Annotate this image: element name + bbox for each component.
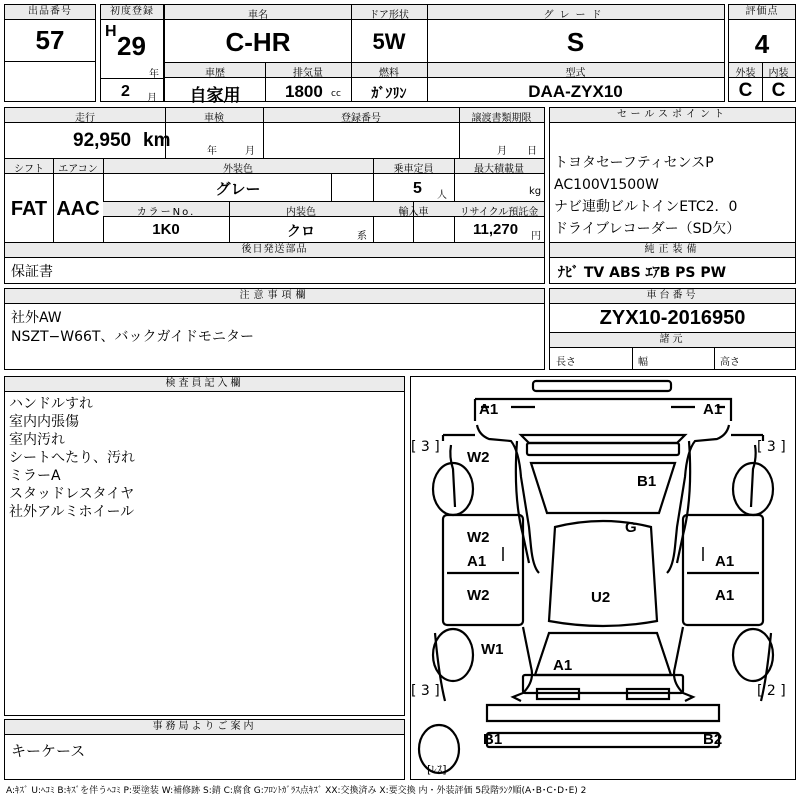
inspector-line: シートへたり、汚れ [9, 450, 135, 466]
mark-g-windshield: G [625, 519, 637, 536]
recycle-fee: 11,270 [473, 221, 519, 238]
fuel-label: 燃料 [379, 68, 399, 79]
mark-a1-rear: A1 [553, 657, 573, 674]
recycle-label: リサイクル預託金 [459, 207, 539, 218]
inspector-line: 社外アルミホイール [9, 504, 135, 520]
mark-a1-front-left: A1 [479, 401, 499, 418]
later-parts: 保証書 [11, 264, 53, 280]
lot-number-box [4, 4, 96, 102]
air-conditioner: AAC [56, 198, 100, 220]
chassis-label: 車台番号 [550, 289, 795, 304]
model: DAA-ZYX10 [528, 82, 623, 101]
lot-number-label: 出品番号 [5, 5, 95, 20]
lot-number: 57 [35, 25, 65, 55]
import-label: 輸入車 [398, 207, 429, 218]
later-parts-label: 後日発送部品 [5, 243, 544, 258]
spec-label: 諸元 [550, 333, 795, 348]
displacement-unit: cc [331, 89, 341, 99]
body-color: グレー [215, 180, 261, 198]
history-label: 車歴 [205, 68, 225, 79]
history: 自家用 [189, 86, 241, 106]
sales-point-line: トヨタセーフティセンスP [554, 155, 714, 171]
displacement-label: 排気量 [293, 68, 323, 79]
inspector-line: 室内内張傷 [9, 414, 79, 430]
mark-w2-top: W2 [467, 449, 490, 466]
sales-points-list [554, 152, 740, 240]
mark-a1-right-door: A1 [715, 553, 735, 570]
mark-b2-rear-right: B2 [703, 731, 723, 748]
tire-front-right: [ 3 ] [757, 439, 786, 455]
transfer-day: 日 [527, 146, 537, 157]
inspection-month: 月 [245, 146, 255, 157]
inspection-year: 年 [207, 146, 217, 157]
reg-month: 2 [121, 83, 130, 100]
office-label: 事務局よりご案内 [5, 720, 404, 735]
interior-color: クロ [287, 224, 315, 240]
equipment-label: 純正装備 [550, 243, 795, 258]
legend: A:ｷｽﾞ U:ﾍｺﾐ B:ｷｽﾞを伴うﾍｺﾐ P:要塗装 W:補修跡 S:錆 C:腐食 G:ﾌﾛﾝﾄｶﾞﾗｽ点ｷｽﾞ XX:交換済み X:要交換 内・外装評価 5段階ﾗﾝｸ順(A･B･C･D･E) 2 [6, 786, 587, 796]
sales-point-line: ドライブレコーダー（SD欠） [554, 221, 741, 237]
load-label: 最大積載量 [474, 164, 524, 175]
mark-w2-rear-left: W2 [467, 587, 490, 604]
chassis-number: ZYX10-2016950 [599, 307, 746, 329]
grade: S [566, 27, 585, 57]
interior-label: 内装 [768, 68, 789, 79]
interior-color-unit: 系 [357, 231, 367, 242]
car-outline [411, 377, 795, 779]
car-name: C-HR [225, 27, 291, 57]
mark-w2-door: W2 [467, 529, 490, 546]
shift-label: シフト [14, 164, 44, 175]
capacity-unit: 人 [437, 190, 447, 201]
exterior-label: 外装 [735, 68, 756, 79]
grade-label: グレード [543, 10, 608, 21]
mark-b1-rear-left: B1 [483, 731, 503, 748]
sales-points-box [549, 107, 796, 284]
color-label: 外装色 [223, 164, 253, 175]
tire-rear-right: [ 2 ] [757, 683, 786, 699]
width-label: 幅 [638, 357, 648, 368]
caution-list [11, 309, 254, 347]
reg-no-label: 登録番号 [341, 113, 381, 124]
reg-year: 29 [117, 31, 146, 61]
interior-grade: C [771, 80, 786, 101]
door-label: ドア形状 [369, 10, 409, 21]
inspection-label: 車検 [204, 113, 224, 124]
vehicle-detail-box [4, 107, 545, 284]
sales-point-line: AC100V1500W [554, 177, 659, 193]
damage-diagram [410, 376, 796, 780]
int-color-label: 内装色 [286, 207, 316, 218]
fuel: ｶﾞｿﾘﾝ [371, 86, 407, 102]
mark-u2-roof: U2 [591, 589, 611, 606]
inspector-line: ミラーA [9, 468, 61, 484]
mark-w1-left: W1 [481, 641, 504, 658]
office-note: キーケース [11, 742, 86, 760]
inspector-list [9, 395, 135, 521]
mark-a1-left-door: A1 [467, 553, 487, 570]
displacement: 1800 [285, 82, 323, 101]
caution-box [4, 288, 545, 370]
transfer-month: 月 [497, 146, 507, 157]
ac-label: エアコン [58, 164, 98, 175]
mileage-unit: km [143, 130, 171, 151]
spare-tire: [ﾚｽ] [427, 763, 447, 776]
era: H [105, 23, 117, 40]
exterior-grade: C [738, 80, 753, 101]
caution-line: NSZT−W66T、バックガイドモニター [11, 329, 255, 345]
office-box [4, 719, 405, 780]
first-registration-label: 初度登録 [101, 5, 163, 20]
mark-b1-hood: B1 [637, 473, 657, 490]
month-unit: 月 [147, 93, 157, 104]
capacity: 5 [413, 180, 422, 197]
inspector-box [4, 376, 405, 716]
caution-label: 注意事項欄 [5, 289, 544, 304]
inspector-line: ハンドルすれ [9, 396, 93, 412]
shift: FAT [10, 198, 48, 220]
first-registration-box [100, 4, 164, 102]
transfer-label: 譲渡書類期限 [471, 113, 532, 124]
color-number: 1K0 [152, 221, 180, 238]
inspector-label: 検査員記入欄 [5, 377, 404, 392]
recycle-unit: 円 [531, 231, 541, 242]
mark-a1-right-rear: A1 [715, 587, 735, 604]
year-unit: 年 [149, 69, 159, 80]
mileage-label: 走行 [75, 113, 95, 124]
chassis-box [549, 288, 796, 370]
tire-rear-left: [ 3 ] [411, 683, 440, 699]
model-label: 型式 [565, 68, 586, 79]
main-info-box [164, 4, 725, 106]
color-no-label: カラーNo. [136, 207, 196, 218]
car-name-label: 車名 [248, 10, 268, 21]
capacity-label: 乗車定員 [393, 164, 434, 175]
length-label: 長さ [556, 357, 576, 368]
score-label: 評価点 [729, 5, 795, 20]
load-unit: kg [529, 186, 542, 197]
tire-front-left: [ 3 ] [411, 439, 440, 455]
caution-line: 社外AW [11, 310, 62, 326]
sales-point-line: ナビ連動ビルトインETC2．0 [554, 199, 738, 215]
door-type: 5W [372, 29, 406, 54]
equipment-items: ﾅﾋﾞ TV ABS ｴｱB PS PW [558, 265, 727, 281]
score: 4 [754, 29, 770, 59]
mileage: 92,950 [73, 130, 132, 151]
score-box [728, 4, 796, 102]
inspector-line: 室内汚れ [9, 432, 65, 448]
inspector-line: スタッドレスタイヤ [9, 486, 135, 502]
mark-a1-front-right: A1 [703, 401, 723, 418]
height-label: 高さ [720, 357, 740, 368]
sales-points-label: セールスポイント [550, 108, 795, 123]
